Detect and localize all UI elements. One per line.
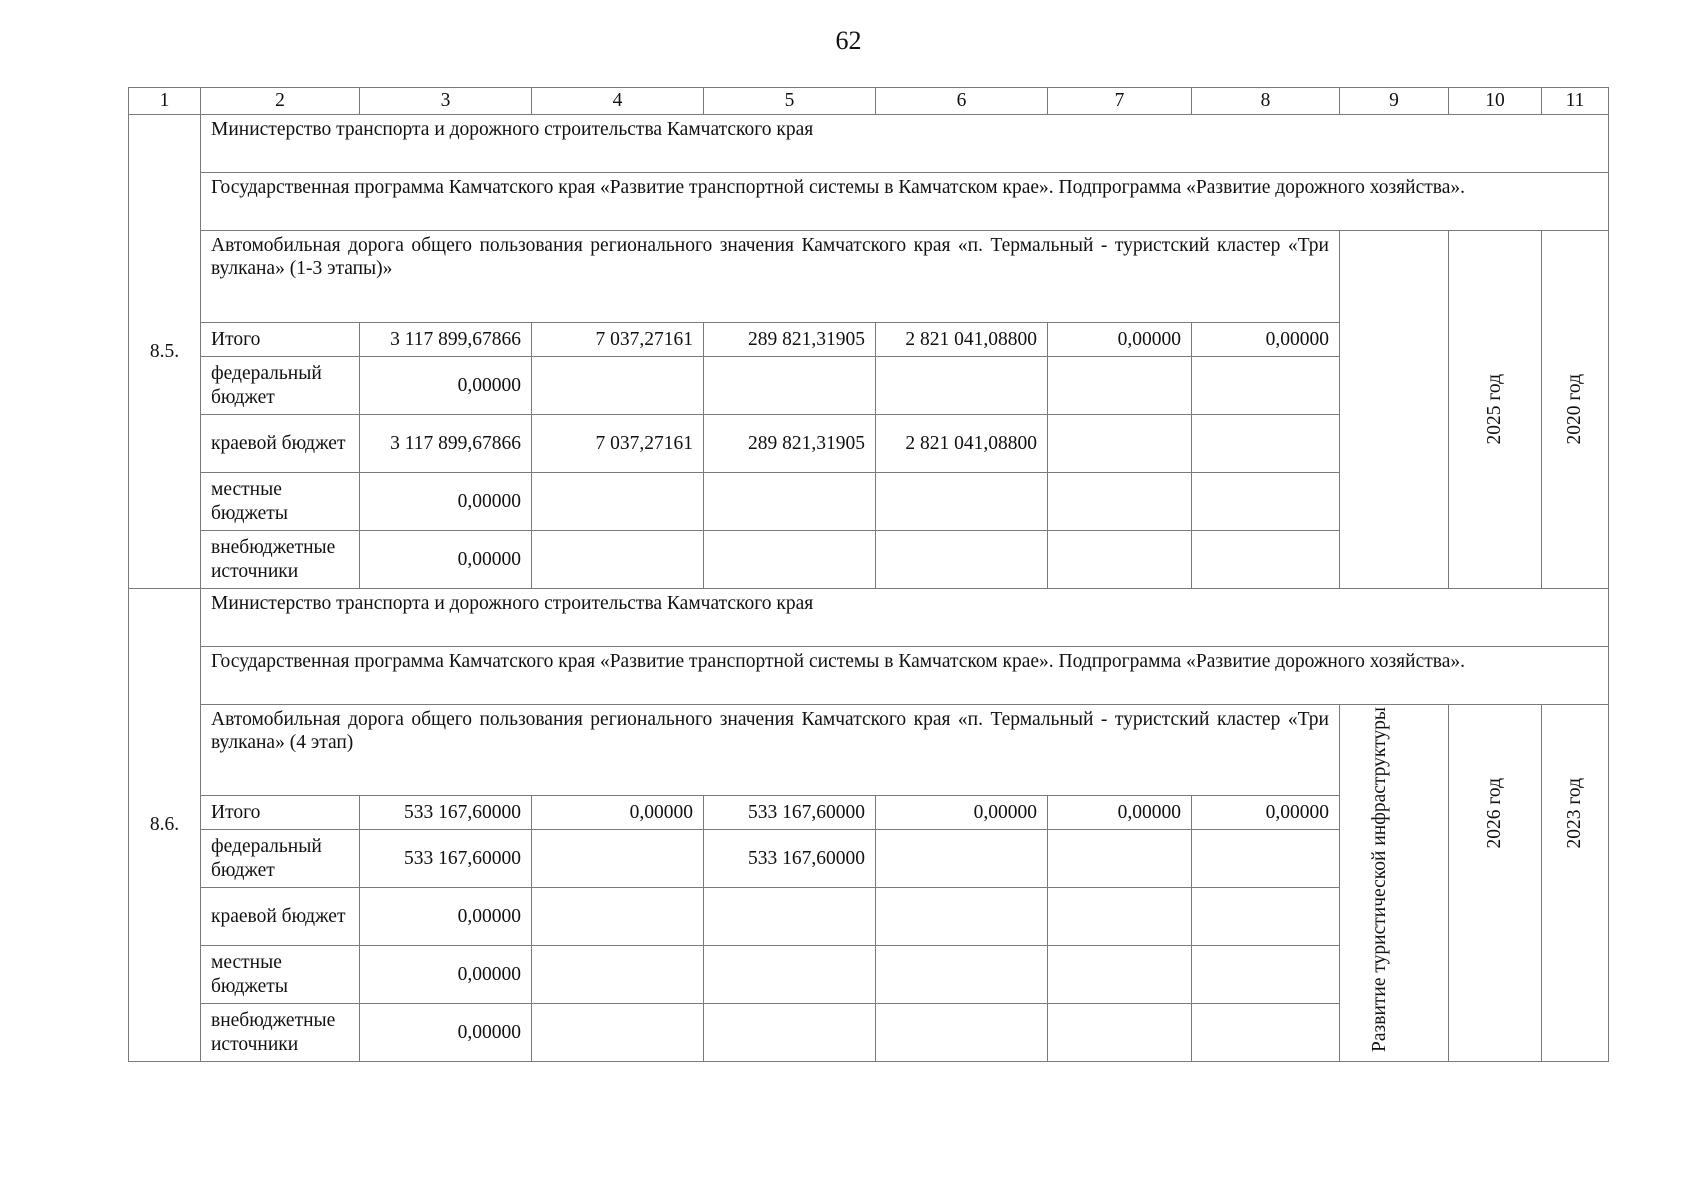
value-cell: 533 167,60000 [704,796,876,830]
year-cell [1449,705,1542,1062]
value-cell [532,830,704,888]
value-cell: 0,00000 [360,946,532,1004]
value-cell: 0,00000 [360,888,532,946]
section-row [129,173,1609,231]
value-cell [1048,415,1192,473]
column-number: 5 [704,88,876,115]
value-cell [532,531,704,589]
value-cell [1048,357,1192,415]
row-label: Итого [201,796,360,830]
value-cell [1192,888,1340,946]
value-cell: 7 037,27161 [532,415,704,473]
program-name: Государственная программа Камчатского края «Развитие транспортной системы в Камчатском крае». Подпрограмма «Развитие дорожного хозяйства». [201,647,1609,705]
value-cell [876,1004,1048,1062]
value-cell: 3 117 899,67866 [360,323,532,357]
column-number-row [129,88,1609,115]
row-label: федеральный бюджет [201,830,360,888]
value-cell [1192,946,1340,1004]
row-label: местные бюджеты [201,946,360,1004]
value-cell: 0,00000 [360,357,532,415]
year-cell [1449,231,1542,589]
value-cell [1048,473,1192,531]
column-number: 4 [532,88,704,115]
value-cell: 0,00000 [532,796,704,830]
direction-label: Развитие туристической инфраструктуры [1369,706,1390,1052]
value-cell: 0,00000 [1048,796,1192,830]
column-number: 2 [201,88,360,115]
column-number: 3 [360,88,532,115]
value-cell [1192,473,1340,531]
year-cell [1542,231,1609,589]
value-cell [1048,1004,1192,1062]
value-cell [1192,830,1340,888]
value-cell [1048,531,1192,589]
completion-year: 2026 год [1484,777,1506,849]
completion-year: 2025 год [1484,374,1506,445]
value-cell [1048,946,1192,1004]
value-cell: 289 821,31905 [704,323,876,357]
value-cell [876,357,1048,415]
value-cell: 3 117 899,67866 [360,415,532,473]
start-year: 2023 год [1564,777,1586,849]
object-name: Автомобильная дорога общего пользования регионального значения Камчатского края «п. Термальный - туристский кластер «Три вулкана» (4 этап) [201,705,1340,796]
row-label: федеральный бюджет [201,357,360,415]
value-cell: 0,00000 [1192,323,1340,357]
column-number: 11 [1542,88,1609,115]
value-cell [1192,357,1340,415]
budget-table [128,87,1609,1062]
direction-cell [1340,231,1449,589]
value-cell: 2 821 041,08800 [876,323,1048,357]
start-year: 2020 год [1564,374,1586,445]
section-index: 8.5. [129,115,201,589]
value-cell [532,473,704,531]
value-cell [876,888,1048,946]
section-index: 8.6. [129,589,201,1062]
object-name: Автомобильная дорога общего пользования регионального значения Камчатского края «п. Термальный - туристский кластер «Три вулкана» (1-3 этапы)» [201,231,1340,323]
section-row [129,115,1609,173]
value-cell: 533 167,60000 [360,830,532,888]
value-cell [704,473,876,531]
value-cell [1048,888,1192,946]
value-cell [704,946,876,1004]
section-row [129,589,1609,647]
value-cell: 0,00000 [876,796,1048,830]
value-cell [704,531,876,589]
row-label: краевой бюджет [201,888,360,946]
section-row [129,647,1609,705]
column-number: 6 [876,88,1048,115]
value-cell [876,473,1048,531]
section-row [129,705,1609,796]
value-cell [1192,531,1340,589]
row-label: Итого [201,323,360,357]
value-cell: 289 821,31905 [704,415,876,473]
column-number: 7 [1048,88,1192,115]
page-number: 62 [835,26,862,55]
value-cell: 0,00000 [1048,323,1192,357]
direction-cell [1340,705,1449,1062]
year-cell [1542,705,1609,1062]
value-cell: 533 167,60000 [360,796,532,830]
value-cell [876,531,1048,589]
row-label: внебюджетные источники [201,531,360,589]
value-cell [876,946,1048,1004]
column-number: 9 [1340,88,1449,115]
column-number: 8 [1192,88,1340,115]
value-cell: 0,00000 [1192,796,1340,830]
value-cell [704,1004,876,1062]
ministry-name: Министерство транспорта и дорожного строительства Камчатского края [201,115,1609,173]
value-cell [532,946,704,1004]
value-cell [532,888,704,946]
column-number: 1 [129,88,201,115]
value-cell: 0,00000 [360,473,532,531]
value-cell [532,357,704,415]
value-cell: 533 167,60000 [704,830,876,888]
program-name: Государственная программа Камчатского края «Развитие транспортной системы в Камчатском крае». Подпрограмма «Развитие дорожного хозяйства». [201,173,1609,231]
value-cell [876,830,1048,888]
row-label: краевой бюджет [201,415,360,473]
value-cell [1192,415,1340,473]
value-cell: 0,00000 [360,531,532,589]
value-cell: 2 821 041,08800 [876,415,1048,473]
value-cell [1048,830,1192,888]
value-cell [704,357,876,415]
section-row [129,231,1609,323]
row-label: внебюджетные источники [201,1004,360,1062]
value-cell [532,1004,704,1062]
value-cell [1192,1004,1340,1062]
value-cell: 0,00000 [360,1004,532,1062]
ministry-name: Министерство транспорта и дорожного строительства Камчатского края [201,589,1609,647]
column-number: 10 [1449,88,1542,115]
value-cell: 7 037,27161 [532,323,704,357]
row-label: местные бюджеты [201,473,360,531]
value-cell [704,888,876,946]
